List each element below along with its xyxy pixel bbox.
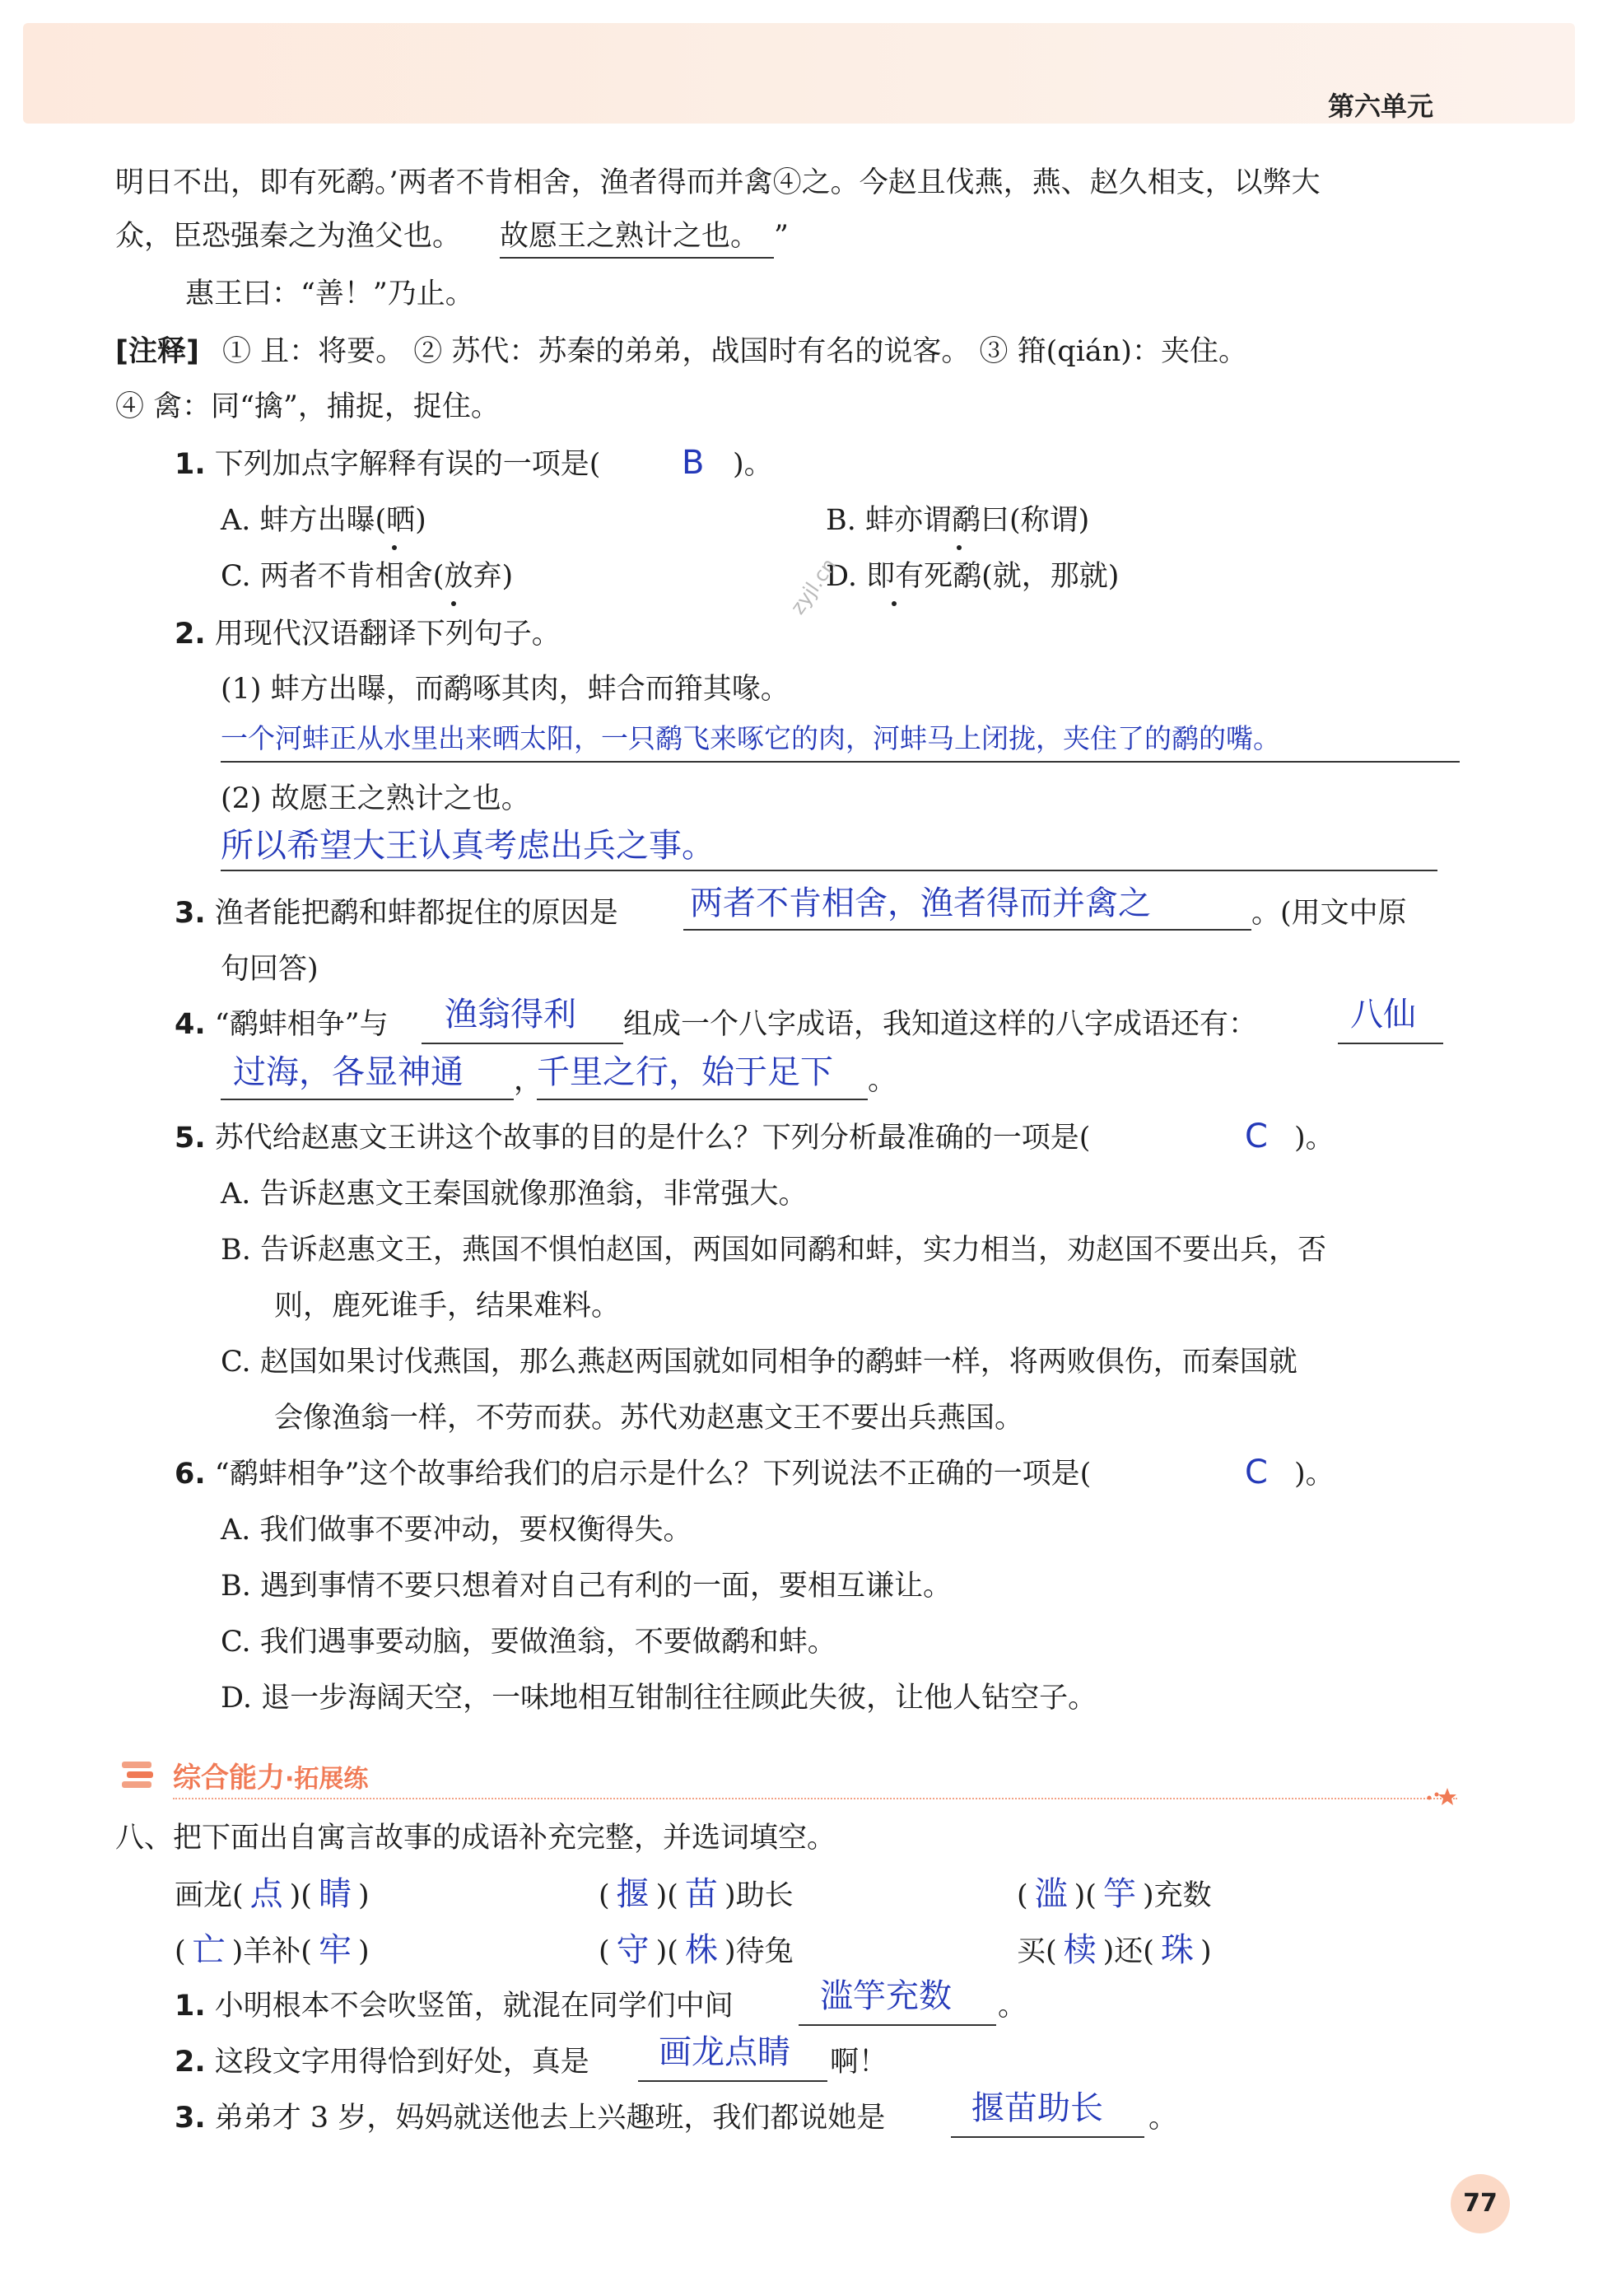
q6-option-c: C. 我们遇事要动脑，要做渔翁，不要做鹬和蚌。 xyxy=(221,1626,836,1659)
q4-comma: ， xyxy=(514,1064,543,1097)
q8-title: 八、把下面出自寓言故事的成语补充完整，并选词填空。 xyxy=(115,1822,836,1855)
q5-option-c-2: 会像渔翁一样，不劳而获。苏代劝赵惠文王不要出兵燕国。 xyxy=(274,1402,1024,1435)
idiom-text: )( xyxy=(655,1935,678,1968)
idiom-text: ( xyxy=(599,1879,610,1912)
q1-option-d: D. 即有死鹬(就，那就) xyxy=(826,560,1120,593)
q4-answer-2b-line xyxy=(221,1099,514,1100)
q1-option-b: B. 蚌亦谓鹬曰(称谓) xyxy=(826,504,1090,537)
idiom-text: )羊补( xyxy=(231,1935,312,1968)
idiom-text: )充数 xyxy=(1142,1879,1212,1912)
q1-number: 1. xyxy=(175,448,206,481)
q4-answer-2a-line xyxy=(1338,1043,1443,1044)
q5-number: 5. xyxy=(175,1122,206,1155)
q8-sentence-3 xyxy=(175,2100,885,2136)
star-decoration-icon xyxy=(1424,1783,1457,1808)
q8-sentence-3-number: 3. xyxy=(175,2102,206,2135)
notes-line-1: ① 且：将要。 ② 苏代：苏秦的弟弟，战国时有名的说客。 ③ 箝(qián)：夹住。 xyxy=(222,335,1247,368)
q2-number: 2. xyxy=(175,618,206,651)
idiom-text: ( xyxy=(1017,1879,1028,1912)
q5-answer: C xyxy=(1245,1118,1268,1155)
q4-answer-2b: 过海，各显神通 xyxy=(233,1053,464,1091)
q8-sentence-2-end: 啊！ xyxy=(830,2046,888,2079)
q4-answer-1: 渔翁得利 xyxy=(445,996,576,1034)
passage-line-3: 惠王曰：“善！”乃止。 xyxy=(185,278,474,310)
idiom-answer: 椟 xyxy=(1063,1931,1097,1969)
idiom-answer: 滥 xyxy=(1034,1875,1068,1913)
unit-label: 第六单元 xyxy=(1327,91,1433,122)
q1-option-c: C. 两者不肯相舍(放弃) xyxy=(221,560,514,593)
q6-option-b: B. 遇到事情不要只想着对自己有利的一面，要相互谦让。 xyxy=(221,1570,952,1603)
q8-sentence-1 xyxy=(175,1988,734,2024)
idiom-text: ) xyxy=(357,1935,370,1968)
q2-stem-text: 用现代汉语翻译下列句子。 xyxy=(214,618,561,651)
q1-stem xyxy=(175,446,600,483)
q4-stem-b: 组成一个八字成语，我知道这样的八字成语还有： xyxy=(623,1008,1258,1041)
q8-sentence-3-answer: 揠苗助长 xyxy=(971,2089,1103,2127)
passage-line-2a: 众，臣恐强秦之为渔父也。 xyxy=(115,220,462,253)
q8-sentence-1-text: 小明根本不会吹竖笛，就混在同学们中间 xyxy=(214,1990,734,2023)
q2-sentence-2: (2) 故愿王之熟计之也。 xyxy=(221,782,530,815)
idiom-answer: 株 xyxy=(684,1931,718,1969)
q3-number: 3. xyxy=(175,897,206,930)
notes-line-2: ④ 禽：同“擒”，捕捉，捉住。 xyxy=(115,390,500,423)
q5-stem xyxy=(175,1120,1090,1156)
q2-answer-1: 一个河蚌正从水里出来晒太阳，一只鹬飞来啄它的肉，河蚌马上闭拢，夹住了的鹬的嘴。 xyxy=(221,722,1280,754)
q8-sentence-1-line xyxy=(799,2024,996,2026)
idiom-answer: 牢 xyxy=(318,1931,352,1969)
q8-sentence-2-line xyxy=(638,2080,827,2082)
q6-number: 6. xyxy=(175,1458,206,1491)
q2-answer-2: 所以希望大王认真考虑出兵之事。 xyxy=(221,827,715,865)
idiom-text: ) xyxy=(1200,1935,1212,1968)
idiom-answer: 竽 xyxy=(1102,1875,1136,1913)
section-title xyxy=(173,1755,368,1795)
emphasis-dot xyxy=(392,545,397,550)
section-title-main: 综合能力 xyxy=(173,1762,285,1794)
q2-sentence-1: (1) 蚌方出曝，而鹬啄其肉，蚌合而箝其喙。 xyxy=(221,673,790,706)
q5-stem-a: 苏代给赵惠文王讲这个故事的目的是什么？下列分析最准确的一项是( xyxy=(214,1122,1091,1155)
q1-stem-a: 下列加点字解释有误的一项是( xyxy=(214,448,601,481)
q6-stem-a: “鹬蚌相争”这个故事给我们的启示是什么？下列说法不正确的一项是( xyxy=(214,1458,1092,1491)
section-divider xyxy=(173,1798,1457,1799)
q6-stem-b: )。 xyxy=(1294,1458,1335,1491)
q3-answer: 两者不肯相舍，渔者得而并禽之 xyxy=(690,884,1151,922)
idiom-text: )( xyxy=(655,1879,678,1912)
emphasis-dot xyxy=(957,545,962,550)
passage-line-1: 明日不出，即有死鹬。’两者不肯相舍，渔者得而并禽④之。今赵且伐燕，燕、赵久相支，以弊大 xyxy=(115,166,1321,199)
idiom-text: )( xyxy=(289,1879,312,1912)
idiom-answer: 珠 xyxy=(1160,1931,1194,1969)
q8-sentence-1-end: 。 xyxy=(998,1990,1027,2023)
q3-stem-a: 渔者能把鹬和蚌都捉住的原因是 xyxy=(214,897,618,930)
q8-sentence-2-answer: 画龙点睛 xyxy=(659,2033,790,2071)
q6-option-a: A. 我们做事不要冲动，要权衡得失。 xyxy=(221,1514,692,1547)
q5-option-b-1: B. 告诉赵惠文王，燕国不惧怕赵国，两国如同鹬和蚌，实力相当，劝赵国不要出兵，否 xyxy=(221,1234,1326,1267)
q2-stem xyxy=(175,616,561,652)
idiom-text: )助长 xyxy=(724,1879,794,1912)
page-number: 77 xyxy=(1463,2189,1498,2218)
idiom-answer: 睛 xyxy=(318,1875,352,1913)
notes-label: [注释] xyxy=(115,335,199,368)
idiom-text: )( xyxy=(1074,1879,1097,1912)
idiom-answer: 亡 xyxy=(192,1931,226,1969)
q4-answer-1-line xyxy=(422,1043,623,1044)
idiom-2 xyxy=(599,1876,794,1914)
q1-answer: B xyxy=(682,444,705,482)
q8-sentence-1-answer: 滥竽充数 xyxy=(820,1977,952,2015)
q3-stem xyxy=(175,895,618,931)
q8-sentence-1-number: 1. xyxy=(175,1990,206,2023)
q5-stem-b: )。 xyxy=(1294,1122,1335,1155)
idiom-text: 画龙( xyxy=(175,1879,244,1912)
q1-stem-b: )。 xyxy=(733,448,773,481)
idiom-4 xyxy=(175,1932,370,1970)
idiom-6 xyxy=(1017,1932,1212,1970)
idiom-answer: 守 xyxy=(616,1931,650,1969)
passage-line-2b: 故愿王之熟计之也。 xyxy=(500,220,760,253)
q4-answer-3-line xyxy=(537,1099,868,1100)
book-icon xyxy=(115,1750,165,1799)
q6-option-d: D. 退一步海阔天空，一味地相互钳制往往顾此失彼，让他人钻空子。 xyxy=(221,1682,1097,1715)
section-header xyxy=(115,1750,1453,1799)
q4-answer-3: 千里之行，始于足下 xyxy=(537,1053,833,1091)
q3-stem-c: 句回答) xyxy=(221,953,319,986)
passage-line-2c: ” xyxy=(774,220,789,253)
q8-sentence-2-text: 这段文字用得恰到好处，真是 xyxy=(214,2046,589,2079)
q5-option-b-2: 则，鹿死谁手，结果难料。 xyxy=(274,1290,621,1323)
idiom-answer: 点 xyxy=(249,1875,283,1913)
q6-answer: C xyxy=(1245,1454,1268,1491)
section-title-sub: ·拓展练 xyxy=(285,1765,369,1794)
idiom-answer: 苗 xyxy=(684,1875,718,1913)
q1-option-a: A. 蚌方出曝(晒) xyxy=(221,504,426,537)
q8-sentence-3-text: 弟弟才 3 岁，妈妈就送他去上兴趣班，我们都说她是 xyxy=(214,2102,886,2135)
q8-sentence-2-number: 2. xyxy=(175,2046,206,2079)
q2-answer-1-line xyxy=(221,761,1460,763)
q5-option-c-1: C. 赵国如果讨伐燕国，那么燕赵两国就如同相争的鹬蚌一样，将两败俱伤，而秦国就 xyxy=(221,1346,1298,1379)
q3-stem-b: 。(用文中原 xyxy=(1251,897,1407,930)
q5-option-a: A. 告诉赵惠文王秦国就像那渔翁，非常强大。 xyxy=(221,1178,808,1211)
q4-stem-a: “鹬蚌相争”与 xyxy=(214,1008,389,1041)
watermark: zyjl.cn xyxy=(785,553,841,619)
idiom-text: 买( xyxy=(1017,1935,1057,1968)
idiom-text: ( xyxy=(175,1935,186,1968)
q6-stem xyxy=(175,1456,1091,1492)
idiom-text: )待兔 xyxy=(724,1935,794,1968)
q4-end: 。 xyxy=(868,1064,897,1097)
q3-answer-line xyxy=(683,929,1251,931)
emphasis-dot xyxy=(892,601,897,606)
emphasis-dot xyxy=(451,601,456,606)
q8-sentence-2 xyxy=(175,2044,589,2080)
idiom-text: )还( xyxy=(1102,1935,1154,1968)
idiom-5 xyxy=(599,1932,794,1970)
passage-underline xyxy=(500,257,774,259)
q8-sentence-3-line xyxy=(951,2136,1144,2138)
q8-sentence-3-end: 。 xyxy=(1148,2102,1178,2135)
q4-answer-2a: 八仙 xyxy=(1350,996,1416,1034)
idiom-text: ( xyxy=(599,1935,610,1968)
q4-number: 4. xyxy=(175,1008,206,1041)
q4-stem xyxy=(175,1006,389,1043)
idiom-3 xyxy=(1017,1876,1212,1914)
idiom-text: ) xyxy=(357,1879,370,1912)
idiom-1 xyxy=(175,1876,370,1914)
idiom-answer: 揠 xyxy=(616,1875,650,1913)
q2-answer-2-line xyxy=(221,870,1437,871)
